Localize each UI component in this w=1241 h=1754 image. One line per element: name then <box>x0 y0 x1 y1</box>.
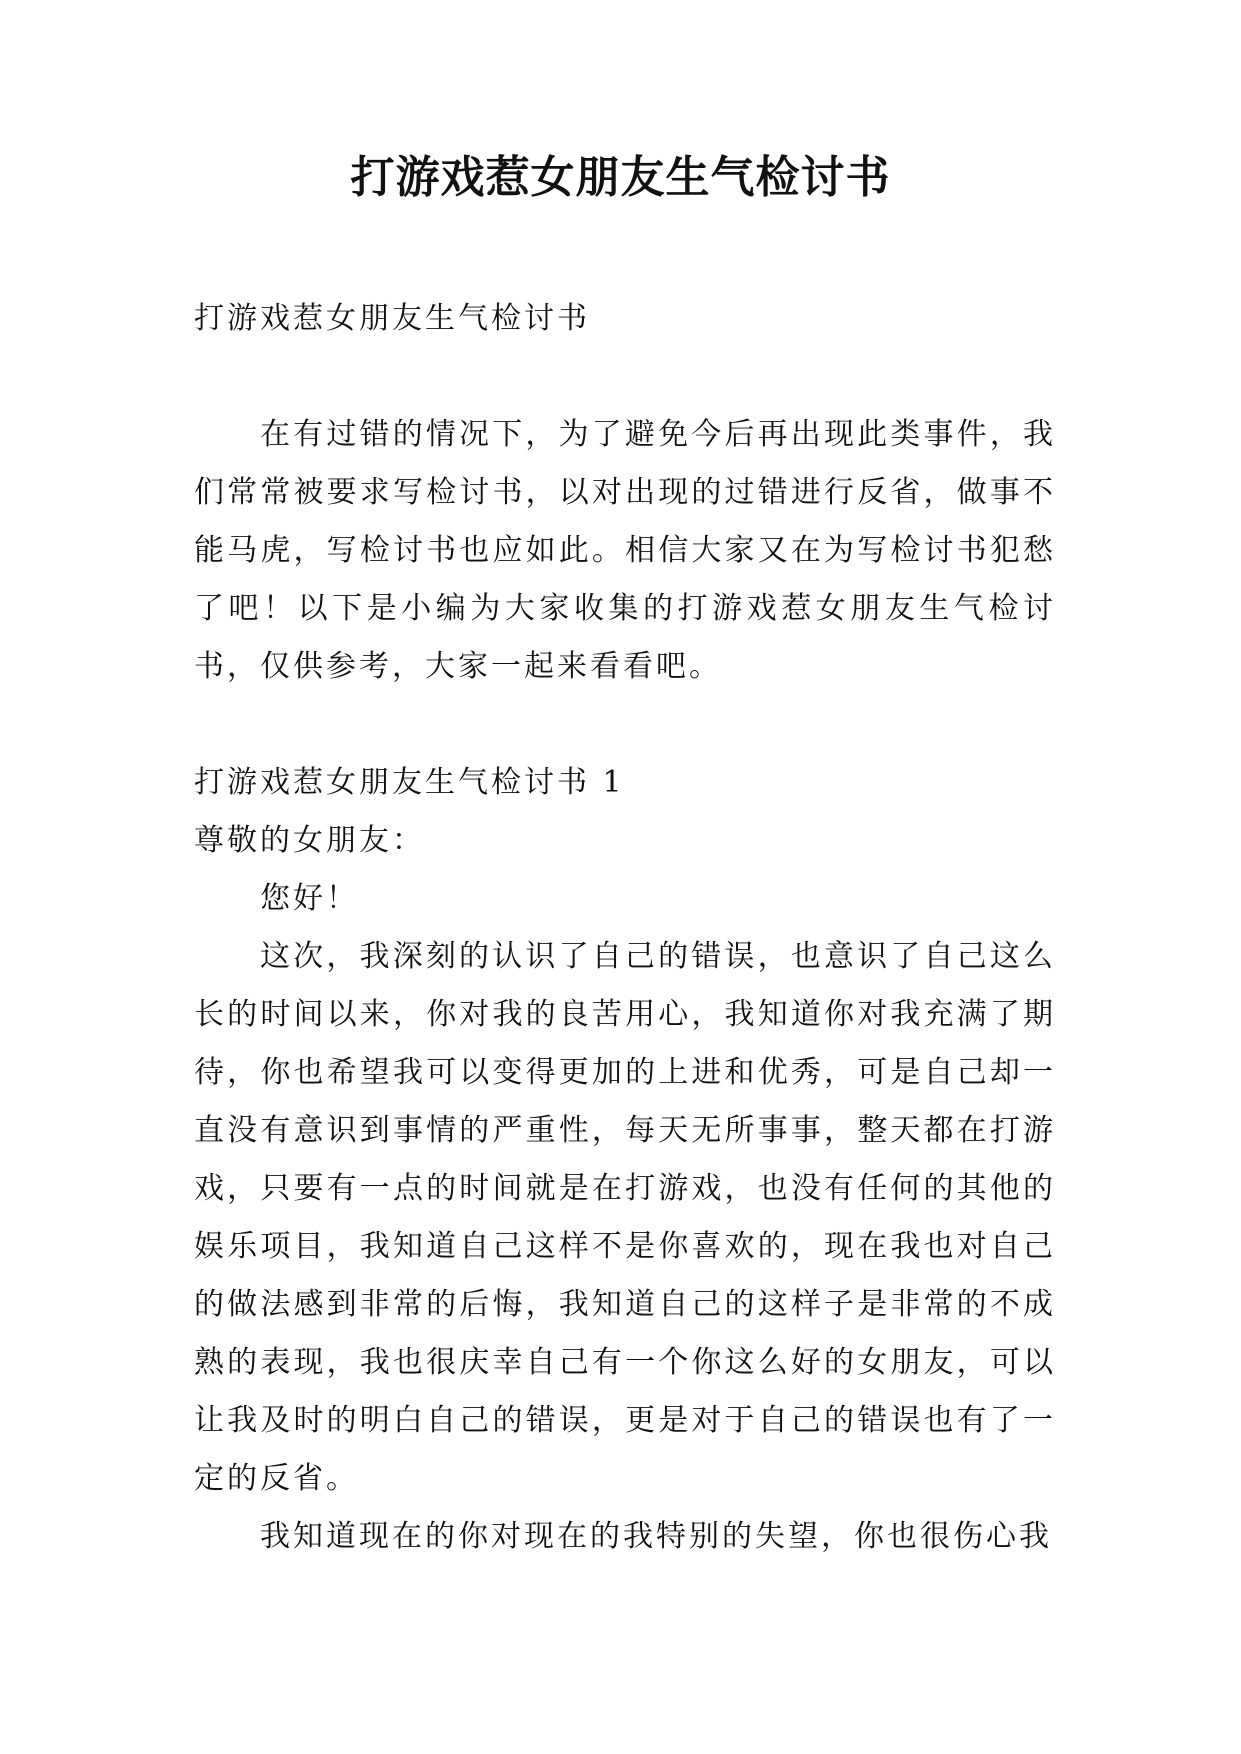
document-title: 打游戏惹女朋友生气检讨书 <box>350 152 891 203</box>
document-subtitle: 打游戏惹女朋友生气检讨书 <box>194 301 590 336</box>
body-paragraph-2: 我知道现在的你对现在的我特别的失望，你也很伤心我 <box>260 1519 1052 1554</box>
document-body <box>194 290 1056 1566</box>
salutation: 尊敬的女朋友： <box>194 823 425 858</box>
intro-paragraph: 在有过错的情况下，为了避免今后再出现此类事件，我们常常被要求写检讨书，以对出现的过错进行反省，做事不能马虎，写检讨书也应如此。相信大家又在为写检讨书犯愁了吧！以下是小编为大家收集的打游戏惹女朋友生气检讨书，仅供参考，大家一起来看看吧。 <box>194 417 1056 684</box>
section-heading: 打游戏惹女朋友生气检讨书 1 <box>194 765 625 800</box>
body-paragraph-1: 这次，我深刻的认识了自己的错误，也意识了自己这么长的时间以来，你对我的良苦用心，我知道你对我充满了期待，你也希望我可以变得更加的上进和优秀，可是自己却一直没有意识到事情的严重性，每天无所事事，整天都在打游戏，只要有一点的时间就是在打游戏，也没有任何的其他的娱乐项目，我知道自己这样不是你喜欢的，现在我也对自己的做法感到非常的后悔，我知道自己的这样子是非常的不成熟的表现，我也很庆幸自己有一个你这么好的女朋友，可以让我及时的明白自己的错误，更是对于自己的错误也有了一定的反省。 <box>194 939 1056 1496</box>
greeting: 您好！ <box>260 881 359 916</box>
